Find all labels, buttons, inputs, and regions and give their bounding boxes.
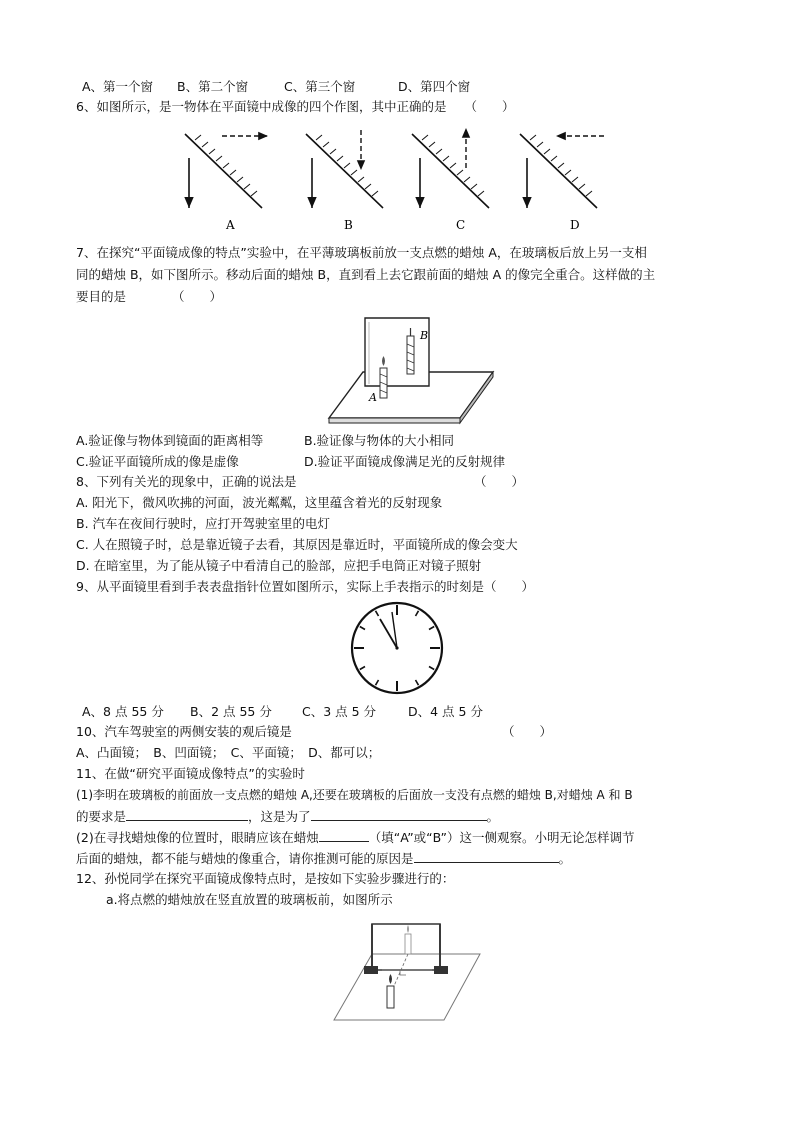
q12-figure [332,912,482,1027]
q11-p2-text-c: 后面的蜡烛，都不能与蜡烛的像重合，请你推测可能的原因是 [76,851,414,866]
q11-p2-text-b: （填“A”或“B”）这一侧观察。小明无论怎样调节 [368,830,635,845]
q5-option-b: B、第二个窗 [177,79,249,94]
q8-stem-text: 8、下列有关光的现象中，正确的说法是 [76,474,297,489]
q12-step-a: a.将点燃的蜡烛放在竖直放置的玻璃板前，如图所示 [106,892,393,907]
q5-options [82,78,471,96]
q6-figure [0,120,794,260]
q10-stem [76,723,553,741]
q11-stem: 11、在做“研究平面镜成像特点”的实验时 [76,766,305,781]
q11-p2-text-a: (2)在寻找蜡烛像的位置时，眼睛应该在蜡烛 [76,830,319,845]
q9-options [82,703,483,721]
q7-option-c: C.验证平面镜所成的像是虚像 [76,454,239,469]
q8-option-b: B. 汽车在夜间行驶时，应打开驾驶室里的电灯 [76,516,331,531]
q11-blank-requirement[interactable] [126,807,248,821]
q9-clock-figure [347,598,447,698]
q7-fig-label-b: B [420,329,429,342]
q6-label-c: C [456,218,466,232]
q6-paren: （ ） [464,99,515,114]
q7-line3-text: 要目的是 [76,289,127,304]
q8-option-d: D. 在暗室里，为了能从镜子中看清自己的脸部，应把手电筒正对镜子照射 [76,558,482,573]
q8-option-c: C. 人在照镜子时，总是靠近镜子去看，其原因是靠近时，平面镜所成的像会变大 [76,537,518,552]
q5-option-d: D、第四个窗 [398,79,471,94]
q5-option-c: C、第三个窗 [284,79,356,94]
q7-line3 [76,288,222,306]
q6-diagram-a [185,134,268,232]
q11-p2-text-d: 。 [558,851,572,866]
q7-option-d: D.验证平面镜成像满足光的反射规律 [304,454,506,469]
q6-diagram-d [520,134,604,232]
q6-diagram-c [412,128,489,232]
q11-part2-line1 [76,828,635,847]
q7-paren: （ ） [172,289,223,304]
q10-paren: （ ） [502,724,553,739]
q8-option-a: A. 阳光下，微风吹拂的河面，波光粼粼，这里蕴含着光的反射现象 [76,495,443,510]
q6-stem-text: 6、如图所示，是一物体在平面镜中成像的四个作图，其中正确的是 [76,99,447,114]
q12-stem: 12、孙悦同学在探究平面镜成像特点时，是按如下实验步骤进行的： [76,871,455,886]
q11-part1-line1: (1)李明在玻璃板的前面放一支点燃的蜡烛 A,还要在玻璃板的后面放一支没有点燃的蜡烛 B,对蜡烛 A 和 B [76,788,633,802]
q9-option-a: A、8 点 55 分 [82,704,164,719]
q11-blank-reason[interactable] [414,849,559,863]
q7-line1: 7、在探究“平面镜成像的特点”实验中，在平薄玻璃板前放一支点燃的蜡烛 A，在玻璃板后放上另一支相 [76,245,647,260]
q6-label-a: A [226,218,235,232]
q8-paren: （ ） [474,474,525,489]
q6-stem [76,98,514,116]
q11-p1-text-b: ，这是为了 [248,809,311,824]
q11-blank-purpose[interactable] [311,807,487,821]
q10-options: A、凸面镜； B、凹面镜； C、平面镜； D、都可以； [76,745,381,760]
q7-option-a: A.验证像与物体到镜面的距离相等 [76,433,264,448]
q9-option-b: B、2 点 55 分 [190,704,272,719]
q10-stem-text: 10、汽车驾驶室的两侧安装的观后镜是 [76,724,292,739]
q11-p1-text-a: 的要求是 [76,809,127,824]
q11-p1-text-c: 。 [486,809,500,824]
q6-label-b: B [344,218,353,232]
q6-label-d: D [570,218,580,232]
q7-line2: 同的蜡烛 B，如下图所示。移动后面的蜡烛 B，直到看上去它跟前面的蜡烛 A 的像完全重合。这样做的主 [76,267,656,282]
q7-fig-label-a: A [369,391,377,404]
q7-option-b: B.验证像与物体的大小相同 [304,433,455,448]
q11-blank-side[interactable] [319,828,369,842]
q5-option-a: A、第一个窗 [82,79,154,94]
q9-option-d: D、4 点 5 分 [408,704,483,719]
q11-part2-line2 [76,849,571,868]
q7-candle-figure [325,310,505,425]
q6-diagram-b [306,130,383,232]
q9-option-c: C、3 点 5 分 [302,704,377,719]
q11-part1-line2 [76,807,499,826]
q9-stem: 9、从平面镜里看到手表表盘指针位置如图所示，实际上手表指示的时刻是（ ） [76,579,534,594]
q8-stem [76,473,525,491]
